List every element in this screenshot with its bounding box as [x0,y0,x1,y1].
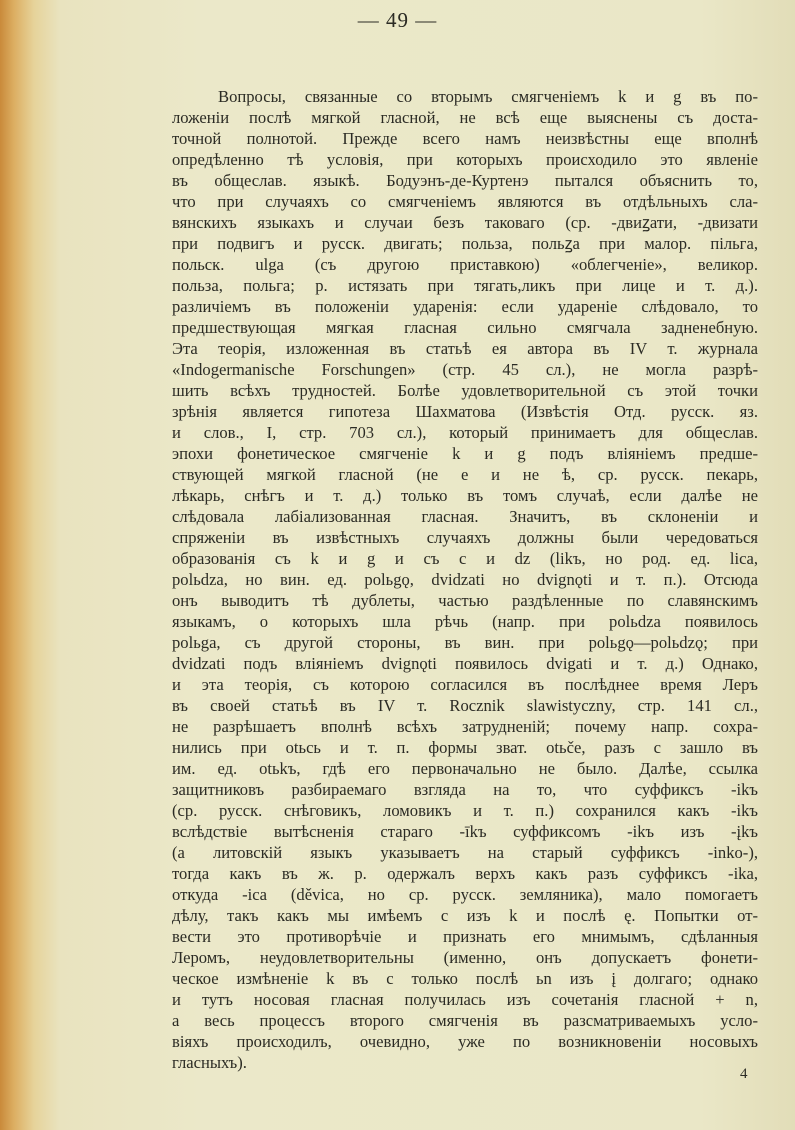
text-line: dvidzati подъ вліяніемъ dvignǫti появилось dvigati и т. д.) Однако, [172,654,758,673]
body-paragraph [172,86,758,1073]
text-line: образованія съ k и g и съ c и dz (likъ, но род. ед. lica, [172,549,758,568]
text-line: (ср. русск. снѣговикъ, ломовикъ и т. п.) сохранился какъ -ikъ [172,801,758,820]
text-line: языкамъ, о которыхъ шла рѣчь (напр. при polьdza появилось [172,612,758,631]
text-line: польск. ulga (съ другою приставкою) «облегченіе», великор. [172,255,758,274]
text-line: и слов., I, стр. 703 сл.), который принимаетъ для общеслав. [172,423,758,442]
text-line: откуда -ica (děvica, но ср. русск. земляника), мало помогаетъ [172,885,758,904]
text-line: Леромъ, неудовлетворительны (именно, онъ допускаетъ фонети- [172,948,758,967]
text-line: ложеніи послѣ мягкой гласной, не всѣ еще выяснены съ доста- [172,108,758,127]
text-line: вслѣдствіе вытѣсненія стараго -īkъ суффиксомъ -ikъ изъ -įkъ [172,822,758,841]
text-line: гласныхъ). [172,1053,247,1072]
text-line: не разрѣшаетъ вполнѣ всѣхъ затрудненій; почему напр. сохра- [172,717,758,736]
text-line: polьga, съ другой стороны, въ вин. при polьgǫ—polьdzǫ; при [172,633,758,652]
text-line: (а литовскій языкъ указываетъ на старый суффиксъ -inko-), [172,843,758,862]
text-line: польза, польга; р. истязать при тягать,ликъ при лицe и т. д.). [172,276,758,295]
text-line: Вопросы, связанные со вторымъ смягченіемъ k и g въ по- [218,87,758,106]
text-line: вянскихъ языкахъ и случаи безъ таковаго (ср. -двиꙁати, -двизати [172,213,758,232]
text-line: тогда какъ въ ж. р. одержалъ верхъ какъ разъ суффиксъ -ika, [172,864,758,883]
text-line: что при случаяхъ со смягченіемъ являются въ отдѣльныхъ сла- [172,192,758,211]
text-line: шить всѣхъ трудностей. Болѣе удовлетворительной съ этой точки [172,381,758,400]
text-line: опредѣленно тѣ условія, при которыхъ происходило это явленіе [172,150,758,169]
text-line: эпохи фонетическое смягченіе k и g подъ вліяніемъ предше- [172,444,758,463]
text-line: Эта теорія, изложенная въ статьѣ ея автора въ IV т. журнала [172,339,758,358]
text-line: предшествующая мягкая гласная сильно смягчала задненебную. [172,318,758,337]
text-line: въ общеслав. языкѣ. Бодуэнъ-де-Куртенэ пытался объяснить то, [172,171,758,190]
text-line: лѣкарь, снѣгъ и т. д.) только въ томъ случаѣ, если далѣе не [172,486,758,505]
text-line: и эта теорія, съ которою согласился въ послѣднее время Леръ [172,675,758,694]
text-line: ческое измѣненіе k въ c только послѣ ьn изъ į долгаго; однако [172,969,758,988]
text-line: им. ед. otьkъ, гдѣ его первоначально не было. Далѣе, ссылка [172,759,758,778]
text-line: зрѣнія является гипотеза Шахматова (Извѣстія Отд. русск. яз. [172,402,758,421]
text-line: онъ выводитъ тѣ дублеты, частью раздѣленные по славянскимъ [172,591,758,610]
text-line: вести это противорѣчіе и признать его мнимымъ, сдѣланныя [172,927,758,946]
signature-mark: 4 [740,1066,748,1082]
text-line: различіемъ въ положеніи ударенія: если удареніе слѣдовало, то [172,297,758,316]
text-line: спряженіи въ извѣстныхъ случаяхъ должны были чередоваться [172,528,758,547]
text-line: дѣлу, такъ какъ мы имѣемъ c изъ k и послѣ ę. Попытки от- [172,906,758,925]
text-line: а весь процессъ второго смягченія въ разсматриваемыхъ усло- [172,1011,758,1030]
text-line: при подвигъ и русск. двигать; польза, польꙁа при малор. пільга, [172,234,758,253]
text-line: віяхъ происходилъ, очевидно, уже по возникновеніи носовыхъ [172,1032,758,1051]
text-line: нились при otьcь и т. п. формы зват. otьče, разъ c зашло въ [172,738,758,757]
text-line: защитниковъ разбираемаго взгляда на то, что суффиксъ -ikъ [172,780,758,799]
text-line: polьdza, но вин. ед. polьgǫ, dvidzati но dvignǫti и т. п.). Отсюда [172,570,758,589]
text-line: въ своей статьѣ въ IV т. Rocznik slawistyczny, стр. 141 сл., [172,696,758,715]
page-number-header: — 49 — [357,8,438,32]
text-line: и тутъ носовая гласная получилась изъ сочетанія гласной + n, [172,990,758,1009]
text-line: слѣдовала лабіализованная гласная. Значитъ, въ склоненіи и [172,507,758,526]
text-line: «Indogermanische Forschungen» (стр. 45 сл.), не могла разрѣ- [172,360,758,379]
text-line: точной полнотой. Прежде всего намъ неизвѣстны еще вполнѣ [172,129,758,148]
text-line: ствующей мягкой гласной (не e и не ѣ, ср. русск. пекарь, [172,465,758,484]
